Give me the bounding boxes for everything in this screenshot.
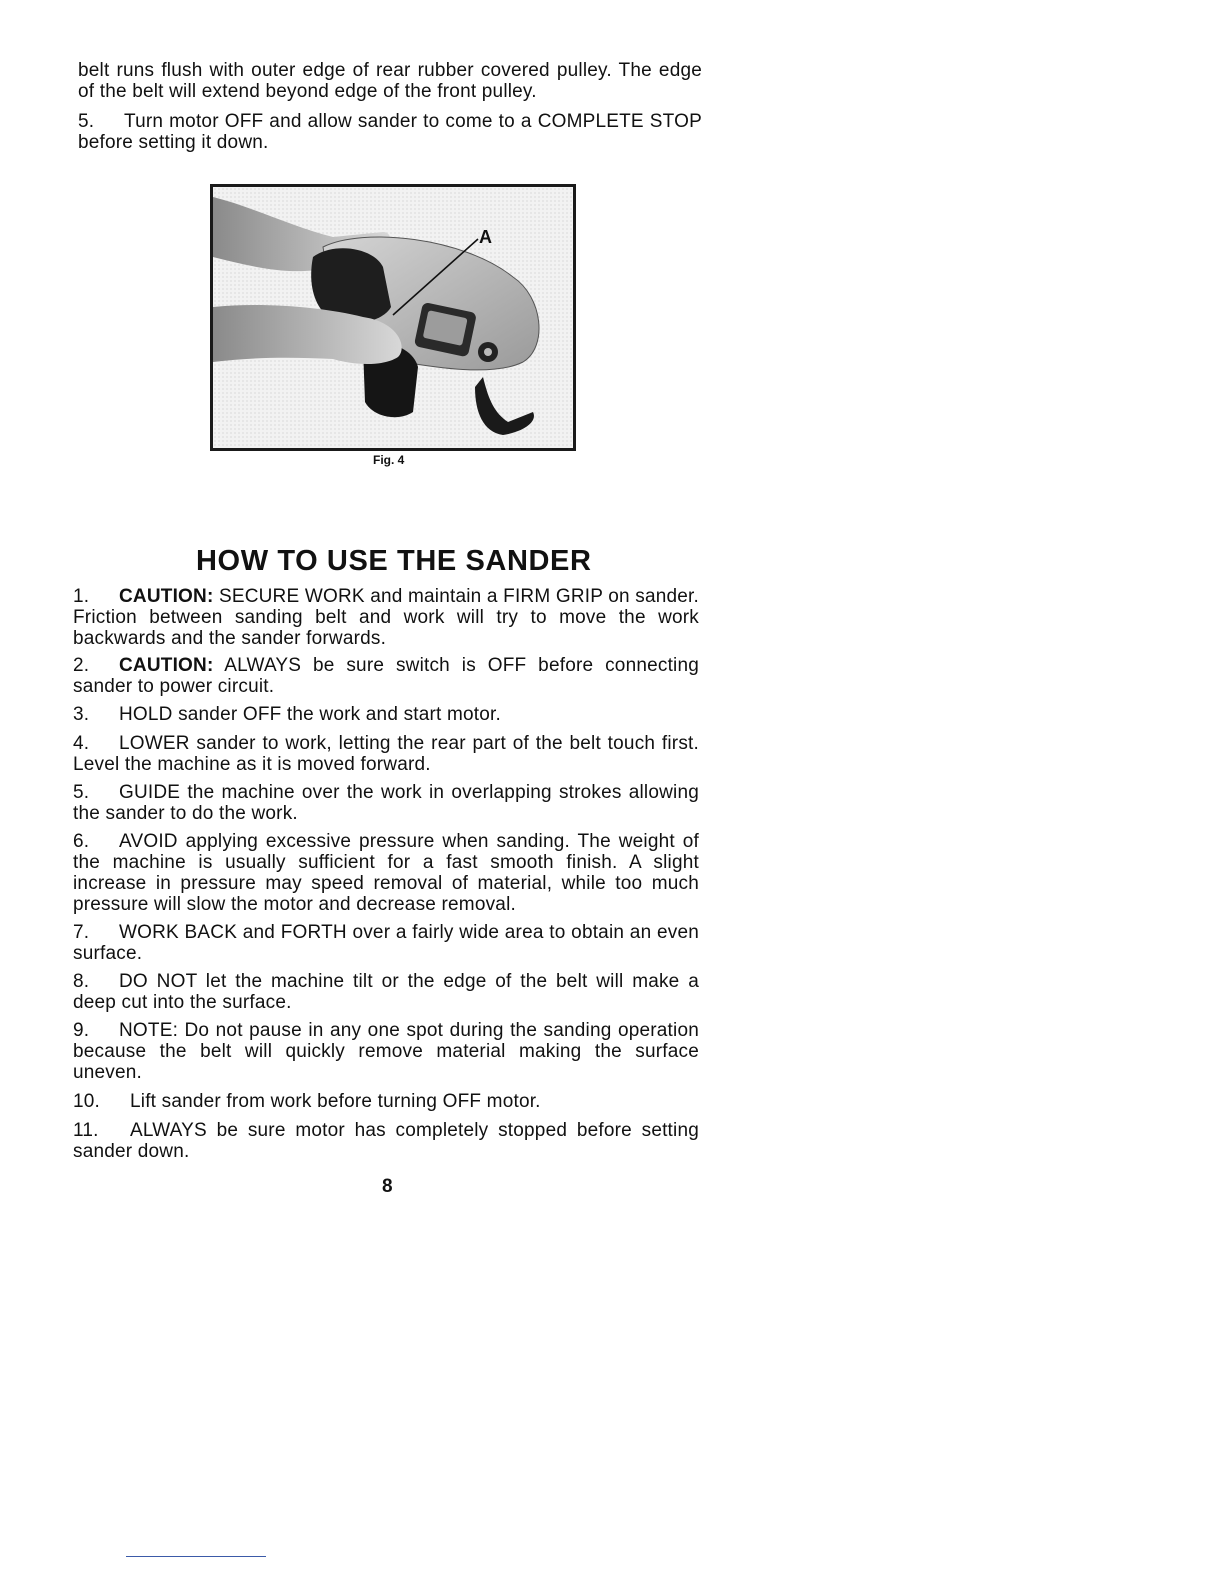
intro-continuation-text: belt runs flush with outer edge of rear rubber covered pulley. The edge of the belt will extend beyond edge of the front pulley.: [78, 60, 702, 102]
step-8: [73, 971, 699, 1013]
section-heading: HOW TO USE THE SANDER: [196, 545, 592, 577]
step-11-text: ALWAYS be sure motor has completely stopped before setting sander down.: [73, 1120, 699, 1162]
step-9: [73, 1020, 699, 1083]
step-1-text: SECURE WORK and maintain a FIRM GRIP on sander. Friction between sanding belt and work will try to move the work backwards and the sander forwards.: [73, 586, 699, 649]
step-1: [73, 586, 699, 649]
step-10: [73, 1091, 699, 1112]
intro-step-5: [78, 111, 702, 153]
figure-4-photo: [210, 184, 576, 451]
belt-adjust-knob-center: [484, 348, 492, 356]
step-4-text: LOWER sander to work, letting the rear part of the belt touch first. Level the machine as it is moved forward.: [73, 733, 699, 775]
step-3-text: HOLD sander OFF the work and start motor.: [119, 704, 502, 725]
callout-label: A: [479, 227, 492, 247]
step-1-number: 1.: [73, 586, 90, 607]
intro-step-5-number: 5.: [78, 111, 95, 132]
step-7-text: WORK BACK and FORTH over a fairly wide area to obtain an even surface.: [73, 922, 699, 964]
step-2-caution: CAUTION:: [119, 655, 214, 676]
step-3: [73, 704, 699, 725]
intro-continuation: [78, 60, 702, 102]
step-6-number: 6.: [73, 831, 90, 852]
step-9-text: NOTE: Do not pause in any one spot during the sanding operation because the belt will quickly remove material making the surface uneven.: [73, 1020, 699, 1083]
step-9-number: 9.: [73, 1020, 90, 1041]
step-2-number: 2.: [73, 655, 90, 676]
step-4-number: 4.: [73, 733, 90, 754]
step-5: [73, 782, 699, 824]
step-11: [73, 1120, 699, 1162]
step-7-number: 7.: [73, 922, 90, 943]
step-10-number: 10.: [73, 1091, 101, 1112]
step-5-text: GUIDE the machine over the work in overlapping strokes allowing the sander to do the work.: [73, 782, 699, 824]
step-3-number: 3.: [73, 704, 90, 725]
step-10-text: Lift sander from work before turning OFF motor.: [130, 1091, 541, 1112]
step-2: [73, 655, 699, 697]
sander-illustration: [213, 187, 573, 448]
step-8-text: DO NOT let the machine tilt or the edge of the belt will make a deep cut into the surface.: [73, 971, 699, 1013]
step-7: [73, 922, 699, 964]
step-11-number: 11.: [73, 1120, 99, 1141]
step-4: [73, 733, 699, 775]
step-5-number: 5.: [73, 782, 90, 803]
page-number: 8: [382, 1176, 393, 1197]
step-8-number: 8.: [73, 971, 90, 992]
step-2-text: ALWAYS be sure switch is OFF before connecting sander to power circuit.: [73, 655, 699, 697]
step-1-caution: CAUTION:: [119, 586, 214, 607]
step-6: [73, 831, 699, 915]
figure-caption: Fig. 4: [373, 453, 405, 467]
step-6-text: AVOID applying excessive pressure when sanding. The weight of the machine is usually sufficient for a fast smooth finish. A slight increase in pressure may speed removal of material, while too much pressure will slow the motor and decrease removal.: [73, 831, 699, 915]
footer-rule: [126, 1556, 266, 1557]
intro-step-5-text: Turn motor OFF and allow sander to come to a COMPLETE STOP before setting it down.: [78, 111, 702, 153]
